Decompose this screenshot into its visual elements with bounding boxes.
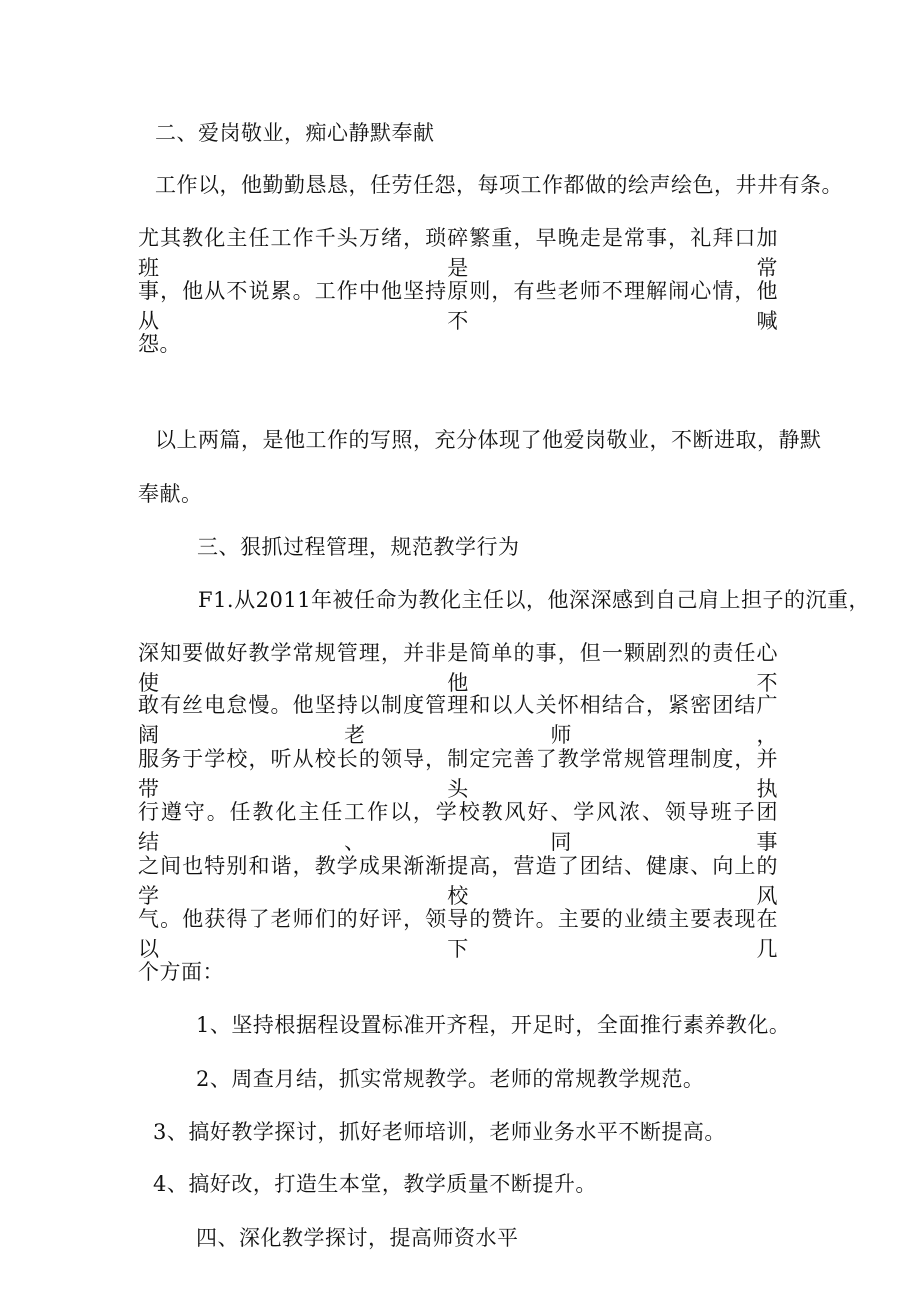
paragraph-line: 之间也特别和谐，教学成果渐渐提高，营造了团结、健康、向上的学校风	[138, 854, 778, 908]
paragraph-line: 尤其教化主任工作千头万绪，琐碎繁重，早晚走是常事，礼拜口加班是常	[138, 226, 778, 280]
section-heading-2: 二、爱岗敬业，痴心静默奉献	[155, 121, 435, 145]
paragraph-line: 怨。	[138, 332, 181, 356]
summary-line: 奉献。	[138, 482, 203, 506]
paragraph-line: 工作以，他勤勤恳恳，任劳任怨，每项工作都做的绘声绘色，井井有条。	[155, 173, 843, 197]
paragraph-line: 气。他获得了老师们的好评，领导的赞许。主要的业绩主要表现在以下几	[138, 907, 778, 961]
list-item: 2、周查月结，抓实常规教学。老师的常规教学规范。	[196, 1067, 705, 1091]
paragraph-line: 行遵守。任教化主任工作以，学校教风好、学风浓、领导班子团结、同事	[138, 800, 778, 854]
paragraph-line: 服务于学校，听从校长的领导，制定完善了教学常规管理制度，并带头执	[138, 747, 778, 801]
paragraph-line: 个方面：	[138, 960, 224, 984]
list-item: 1、坚持根据程设置标准开齐程，开足时，全面推行素养教化。	[196, 1013, 791, 1037]
paragraph-line: F1.从2011年被任命为教化主任以，他深深感到自己肩上担子的沉重，	[198, 588, 871, 612]
summary-line: 以上两篇，是他工作的写照，充分体现了他爱岗敬业，不断进取，静默	[155, 428, 822, 452]
paragraph-line: 事，他从不说累。工作中他坚持原则，有些老师不理解闹心情，他从不喊	[138, 279, 778, 333]
list-item: 3、搞好教学探讨，抓好老师培训，老师业务水平不断提高。	[153, 1120, 726, 1144]
list-item: 4、搞好改，打造生本堂，教学质量不断提升。	[153, 1172, 597, 1196]
paragraph-line: 深知要做好教学常规管理，并非是简单的事，但一颗剧烈的责任心使他不	[138, 641, 778, 695]
paragraph-line: 敢有丝电怠慢。他坚持以制度管理和以人关怀相结合，紧密团结广阔老师，	[138, 693, 778, 747]
section-heading-3: 三、狠抓过程管理，规范教学行为	[197, 535, 520, 559]
section-heading-4: 四、深化教学探讨，提高师资水平	[196, 1226, 519, 1250]
